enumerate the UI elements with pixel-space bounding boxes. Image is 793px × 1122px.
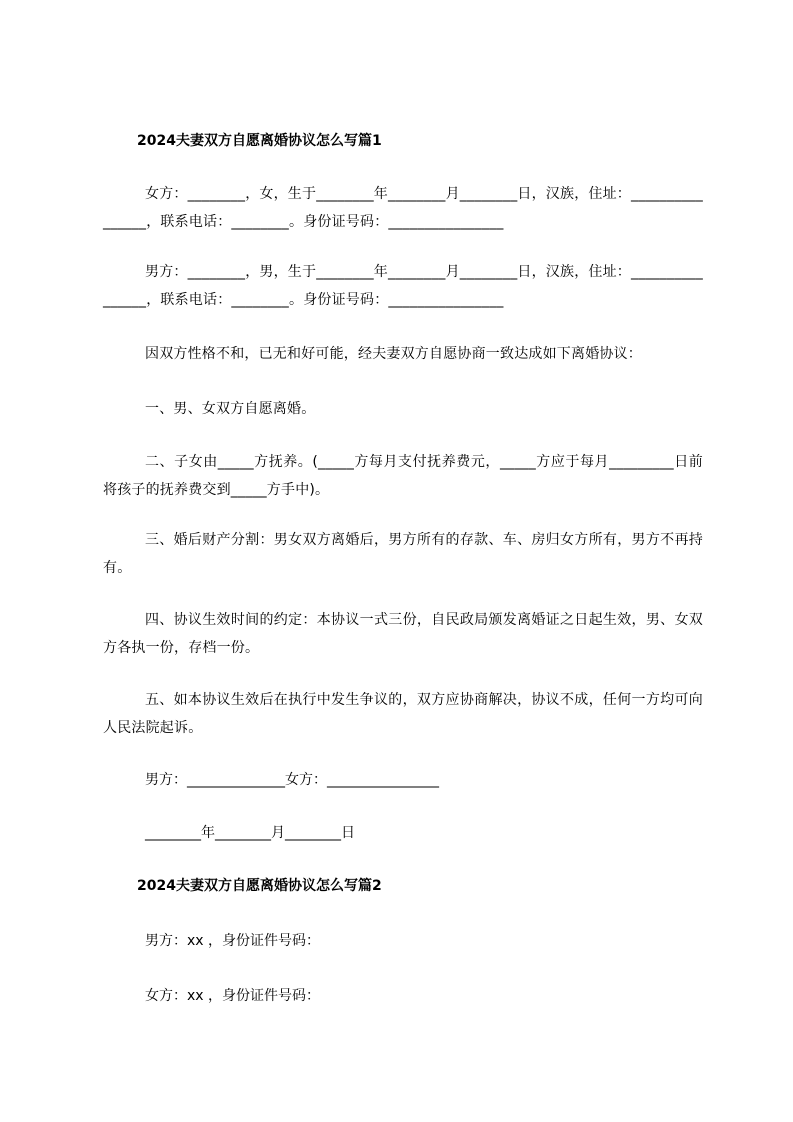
clause-1: 一、男、女双方自愿离婚。 xyxy=(145,401,316,417)
clause-4: 四、协议生效时间的约定：本协议一式三份，自民政局颁发离婚证之日起生效，男、女双方各执一份，存档一份。 xyxy=(103,612,703,656)
signature-line: 男方：______________女方：________________ xyxy=(145,772,439,788)
date-line: ________年________月________日 xyxy=(145,825,355,841)
section-1-title: 2024夫妻双方自愿离婚协议怎么写篇1 xyxy=(137,133,382,149)
clause-3: 三、婚后财产分割：男女双方离婚后，男方所有的存款、车、房归女方所有，男方不再持有。 xyxy=(103,532,703,576)
male-party-info: 男方：________，男，生于________年________月________日，汉族，住址：________________，联系电话：________。身份证号码：________________ xyxy=(103,264,703,308)
clause-2: 二、子女由_____方抚养。(_____方每月支付抚养费元，_____方应于每月_________日前将孩子的抚养费交到_____方手中)。 xyxy=(103,454,703,498)
agreement-preamble: 因双方性格不和，已无和好可能，经夫妻双方自愿协商一致达成如下离婚协议： xyxy=(145,346,642,362)
section-2-male-line: 男方：xx ，身份证件号码： xyxy=(145,933,321,949)
section-2-female-line: 女方：xx ，身份证件号码： xyxy=(145,988,321,1004)
section-2-title: 2024夫妻双方自愿离婚协议怎么写篇2 xyxy=(137,878,382,894)
female-party-info: 女方：________，女，生于________年________月________日，汉族，住址：________________，联系电话：________。身份证号码：________________ xyxy=(103,186,703,230)
clause-5: 五、如本协议生效后在执行中发生争议的，双方应协商解决，协议不成，任何一方均可向人民法院起诉。 xyxy=(103,692,703,736)
